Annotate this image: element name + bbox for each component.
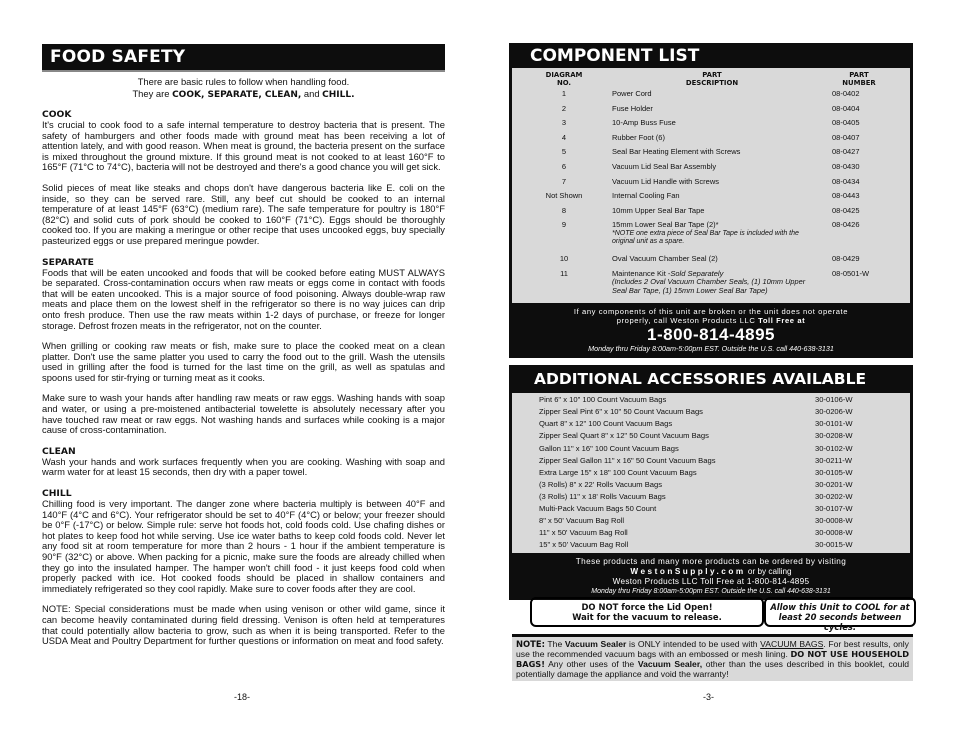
accessory-row: [539, 394, 906, 406]
page-number-left: -18-: [234, 692, 251, 702]
cook-heading: COOK: [42, 109, 72, 120]
component-description-text: Oval Vacuum Chamber Seal (2): [612, 253, 718, 263]
component-diagram-no: Not Shown: [545, 191, 583, 201]
intro: [42, 76, 445, 101]
accessory-row: [539, 467, 906, 479]
component-description-text: 10mm Upper Seal Bar Tape: [612, 205, 705, 215]
component-list-title: COMPONENT LIST: [530, 46, 700, 66]
bottom-note-text-4: Any other uses of the: [544, 659, 638, 669]
component-description: [612, 204, 812, 219]
bottom-note: [512, 634, 913, 681]
chill-heading: CHILL: [42, 488, 72, 500]
component-row: [516, 189, 906, 204]
component-description-text: 15mm Lower Seal Bar Tape (2)*: [612, 220, 719, 230]
bottom-note-vacuum-sealer-2: Vacuum Sealer,: [637, 659, 703, 669]
component-row: [516, 116, 906, 131]
component-note: *NOTE one extra piece of Seal Bar Tape is included with the original unit as a spare.: [612, 229, 799, 246]
cool-warning-callout: [764, 597, 916, 632]
accessory-item: (3 Rolls) 8" x 22' Rolls Vacuum Bags: [539, 479, 663, 489]
accessory-row: [539, 455, 906, 467]
header-diagram-line1: DIAGRAM: [545, 71, 583, 79]
accessory-item: Zipper Seal Pint 6" x 10" 50 Count Vacuum Bags: [539, 407, 703, 417]
component-description: [612, 131, 812, 146]
accessory-item: Extra Large 15" x 18" 100 Count Vacuum Bags: [539, 467, 697, 477]
accessory-item: 11" x 50' Vacuum Bag Roll: [539, 528, 628, 538]
accessory-part-number: 30-0107-W: [815, 503, 853, 513]
accessory-part-number: 30-0105-W: [815, 467, 853, 477]
component-row: [516, 175, 906, 190]
service-info: [512, 303, 910, 355]
header-part-line1: PART: [702, 71, 722, 79]
component-part-number: 08-0430: [832, 161, 860, 171]
intro-line-1: There are basic rules to follow when handling food.: [137, 76, 350, 87]
component-part-number: 08-0443: [832, 191, 860, 201]
component-description: [612, 160, 812, 175]
service-line-1: If any components of this unit are broken or the unit does not operate: [573, 307, 849, 317]
component-row: [516, 267, 906, 301]
order-info: [512, 553, 910, 597]
accessory-row: [539, 406, 906, 418]
note-paragraph: NOTE: Special considerations must be made when using venison or other wild game, since it can become heavily contaminated during field dressing. Venison is often held at temperatures that could potentially allow bacteria to grow, such as when it is being transported. Refer to the USDA Meat and Poultry Department for further questions or information on meat and food safety.: [42, 603, 445, 647]
header-partno-line2: NUMBER: [842, 79, 876, 87]
component-part-number: 08-0405: [832, 118, 860, 128]
accessory-item: Zipper Seal Gallon 11" x 16" 50 Count Vacuum Bags: [539, 455, 716, 465]
cook-paragraph-1: It's crucial to cook food to a safe internal temperature to destroy bacteria that is present. The safety of hamburgers and other foods made with ground meat has been receiving a lot of attention lately, and with good reason. When meat is ground, the bacteria present on the surface is mixed throughout the ground mixture. If this ground meat is not cooked to at least 160°F to 165°F (71°C to 74°C), bacteria will not be destroyed and there's a good chance you will get sick.: [42, 119, 445, 173]
order-hours: Monday thru Friday 8:00am-5:00pm EST. Outside the U.S. call 440-638-3131: [591, 588, 831, 596]
component-diagram-no: 3: [561, 118, 567, 128]
component-description-italic: Sold Separately: [670, 268, 724, 278]
header-part-line2: DESCRIPTION: [685, 79, 739, 87]
right-page: [509, 43, 913, 600]
component-description-text: Power Cord: [612, 89, 652, 98]
bottom-note-text-5: other than the uses described in this booklet, could potentially damage the appliance and void the warranty!: [516, 659, 910, 679]
service-call-text: properly, call Weston Products LLC: [616, 316, 759, 326]
clean-paragraph: Wash your hands and work surfaces frequently when you are cooking. Washing with soap and warm water for at least 15 seconds, then dry with a paper towel.: [42, 455, 445, 478]
component-part-number: 08-0404: [832, 103, 860, 113]
component-diagram-no: 5: [561, 147, 567, 157]
accessory-row: [539, 443, 906, 455]
component-row: [516, 252, 906, 267]
accessory-part-number: 30-0102-W: [815, 443, 853, 453]
component-description-text: Seal Bar Heating Element with Screws: [612, 147, 741, 157]
component-diagram-no: 4: [561, 132, 567, 142]
accessories-table-box: [512, 393, 910, 553]
order-line-1: These products and many more products can be ordered by visiting: [575, 557, 847, 567]
bottom-note-vacuum-bags: VACUUM BAGS: [760, 639, 824, 649]
component-description: [612, 145, 812, 160]
accessory-item: Gallon 11" x 16" 100 Count Vacuum Bags: [539, 443, 679, 453]
component-description-text: 10-Amp Buss Fuse: [612, 118, 676, 128]
accessory-item: Zipper Seal Quart 8" x 12" 50 Count Vacuum Bags: [539, 431, 709, 441]
order-line-2: [512, 567, 910, 577]
lid-warning-line-1: DO NOT force the Lid Open!: [581, 602, 713, 612]
service-line-2: [512, 316, 910, 325]
component-table: [516, 71, 906, 300]
component-part-number: 08-0402: [832, 89, 860, 98]
component-part-number: 08-0407: [832, 132, 860, 142]
component-description: [612, 252, 812, 267]
accessory-part-number: 30-0211-W: [815, 455, 853, 465]
lid-warning-callout: [530, 597, 764, 627]
component-description: [612, 102, 812, 117]
separate-paragraph-3: Make sure to wash your hands after handling raw meats or raw eggs. Washing hands with soap and water, or using a pre-moistened antibacterial towelette is absolutely necessary after you have touched raw meat or raw eggs. Not washing hands and surfaces while cooking is a major cause of cross-contamination.: [42, 392, 445, 436]
component-diagram-no: 9: [561, 220, 567, 230]
component-description-text: Maintenance Kit -: [612, 268, 671, 278]
intro-chill: CHILL.: [322, 89, 355, 100]
chill-paragraph: Chilling food is very important. The danger zone where bacteria multiply is between 40°F and 140°F (4°C and 6°C). Your refrigerator should be set to 40°F (4°C) or below; your freezer should be 0°F (-17°C) or below. Simple rule: serve hot foods hot, cold foods cold. Use chafing dishes or hot plates to keep food hot while serving. Use ice water baths to keep cold foods cold. Never let any food sit at room temperature for more than 2 hours - 1 hour if the ambient temperature is 90°F (32°C) or above. When packing for a picnic, make sure the foods are already chilled when they go into the insulated hamper. The hamper won't chill food - it just keeps food cold when properly packed with ice. Hot cooked foods should be placed in shallow containers and immediately refrigerated so they cool rapidly. Make sure to cover foods after they are cool.: [42, 498, 445, 594]
bottom-note-text-3: . For best results, only use the recommended vacuum bags with an embossed or mesh lining.: [516, 639, 909, 659]
accessory-row: [539, 418, 906, 430]
accessories-section: [509, 365, 913, 600]
accessories-table: [539, 394, 906, 551]
header-part: [612, 71, 812, 87]
accessory-part-number: 30-0208-W: [815, 431, 853, 441]
component-description-text: Internal Cooling Fan: [612, 191, 680, 201]
accessory-row: [539, 527, 906, 539]
intro-prefix: They are: [132, 87, 173, 99]
service-phone: 1-800-814-4895: [647, 325, 775, 345]
component-description: [612, 189, 812, 204]
component-note: (Includes 2 Oval Vacuum Chamber Seals, (1) 10mm Upper Seal Bar Tape, (1) 15mm Lower Seal Bar Tape): [612, 277, 806, 295]
header-diagram: [516, 71, 612, 87]
accessory-part-number: 30-0202-W: [815, 491, 853, 501]
accessory-part-number: 30-0015-W: [815, 540, 853, 550]
food-safety-title: FOOD SAFETY: [42, 44, 445, 72]
component-part-number: 08-0429: [832, 253, 860, 263]
cool-warning-line-2: least 20 seconds between cycles.: [778, 612, 902, 632]
component-part-number: 08-0501-W: [832, 268, 870, 278]
header-diagram-line2: NO.: [556, 79, 572, 87]
component-part-number: 08-0434: [832, 176, 860, 186]
component-part-number: 08-0427: [832, 147, 860, 157]
food-safety-page: [42, 44, 445, 657]
component-description: [612, 116, 812, 131]
component-row: [516, 218, 906, 252]
component-diagram-no: 1: [561, 89, 567, 98]
component-description-text: Fuse Holder: [612, 103, 653, 113]
component-table-header: [516, 71, 906, 87]
component-diagram-no: 2: [561, 103, 567, 113]
component-description: [612, 87, 812, 102]
order-site: WestonSupply.com: [630, 567, 746, 577]
component-diagram-no: 7: [561, 176, 567, 186]
accessory-part-number: 30-0106-W: [815, 395, 853, 405]
accessory-row: [539, 479, 906, 491]
component-row: [516, 204, 906, 219]
component-row: [516, 131, 906, 146]
bottom-note-vacuum-sealer: Vacuum Sealer: [564, 639, 627, 649]
component-description-text: Vacuum Lid Seal Bar Assembly: [612, 161, 717, 171]
accessory-part-number: 30-0201-W: [815, 479, 853, 489]
accessory-row: [539, 539, 906, 551]
accessory-item: 15" x 50' Vacuum Bag Roll: [539, 540, 629, 550]
component-description-text: Vacuum Lid Handle with Screws: [612, 176, 719, 186]
accessory-item: (3 Rolls) 11" x 18' Rolls Vacuum Bags: [539, 491, 666, 501]
accessory-part-number: 30-0206-W: [815, 407, 853, 417]
separate-paragraph-2: When grilling or cooking raw meats or fish, make sure to place the cooked meat on a clean platter. Don't use the same platter you used to carry the food out to the grill. Wash the utensils used in grilling after the food is turned for the last time on the grill, as well as spatulas and spoons used for stir-frying or turning meat as it cooks.: [42, 340, 445, 383]
accessory-part-number: 30-0008-W: [815, 516, 853, 526]
separate-heading: SEPARATE: [42, 256, 94, 268]
cool-warning-line-1: Allow this Unit to COOL for at: [770, 602, 910, 612]
component-description: [612, 218, 812, 252]
service-hours: Monday thru Friday 8:00am-5:00pm EST. Outside the U.S. call 440-638-3131: [588, 344, 834, 354]
accessory-part-number: 30-0101-W: [815, 419, 853, 429]
bottom-note-label: NOTE:: [516, 639, 545, 649]
header-partno-line1: PART: [849, 71, 869, 79]
component-row: [516, 160, 906, 175]
accessories-title: ADDITIONAL ACCESSORIES AVAILABLE: [534, 370, 867, 389]
component-list-section: [509, 43, 913, 358]
component-diagram-no: 10: [559, 253, 569, 263]
component-part-number: 08-0426: [832, 220, 860, 230]
component-row: [516, 102, 906, 117]
accessory-row: [539, 503, 906, 515]
intro-line-2: [42, 88, 445, 102]
component-part-number: 08-0425: [832, 205, 860, 215]
component-description-text: Rubber Foot (6): [612, 132, 665, 142]
component-description: [612, 267, 812, 301]
bottom-note-no-household: DO NOT USE HOUSEHOLD BAGS!: [516, 649, 910, 669]
intro-and: and: [301, 87, 323, 99]
lid-warning-line-2: Wait for the vacuum to release.: [572, 612, 722, 622]
component-row: [516, 87, 906, 102]
accessory-item: 8" x 50' Vacuum Bag Roll: [539, 516, 625, 526]
order-line-3: Weston Products LLC Toll Free at 1-800-814-4895: [612, 577, 810, 587]
component-diagram-no: 6: [561, 161, 567, 171]
bottom-note-text-1: The: [544, 639, 565, 649]
accessory-item: Pint 6" x 10" 100 Count Vacuum Bags: [539, 395, 667, 405]
separate-paragraph-1: Foods that will be eaten uncooked and foods that will be cooked before eating MUST ALWAYS be separated. Cross-contamination occurs when raw meats or eggs come in contact with foods that will be eaten uncooked. This is a major source of food poisoning. Always double-wrap raw meats and place them on the lowest shelf in the refrigerator so there is no way juices can drip onto fresh produce. Then use the raw meats within 1-2 days of purchase, or freeze for longer storage. Defrost frozen meats in the refrigerator, not on the counter.: [42, 266, 445, 331]
bottom-note-text-2: is ONLY intended to be used with: [626, 639, 761, 649]
component-table-box: [512, 68, 910, 303]
page-number-right: -3-: [703, 692, 714, 702]
accessory-row: [539, 430, 906, 442]
cook-paragraph-2: Solid pieces of meat like steaks and chops don't have dangerous bacteria like E. coli on the inside, so they can be served rare. Still, any beef cut should be cooked to an internal temperature of at least 145°F (63°C) (medium rare). The safe temperature for poultry is 180°F (82°C) and solid cuts of pork should be cooked to 160°F (71°C). Eggs should be thoroughly cooked too. If you are making a meringue or other recipe that uses uncooked eggs, buy specially pasteurized eggs or use prepared meringue powder.: [42, 181, 445, 246]
accessory-row: [539, 491, 906, 503]
clean-heading: CLEAN: [42, 445, 76, 457]
order-or: or by calling: [745, 567, 792, 577]
accessory-item: Multi-Pack Vacuum Bags 50 Count: [539, 503, 657, 513]
accessory-item: Quart 8" x 12" 100 Count Vacuum Bags: [539, 419, 673, 429]
component-diagram-no: 8: [561, 205, 567, 215]
intro-rules: COOK, SEPARATE, CLEAN,: [172, 89, 302, 100]
component-diagram-no: 11: [560, 268, 568, 278]
header-part-number: [812, 71, 906, 87]
accessory-row: [539, 515, 906, 527]
accessory-part-number: 30-0008-W: [815, 528, 853, 538]
component-row: [516, 145, 906, 160]
component-description: [612, 175, 812, 190]
service-toll-free: Toll Free at: [758, 316, 806, 326]
